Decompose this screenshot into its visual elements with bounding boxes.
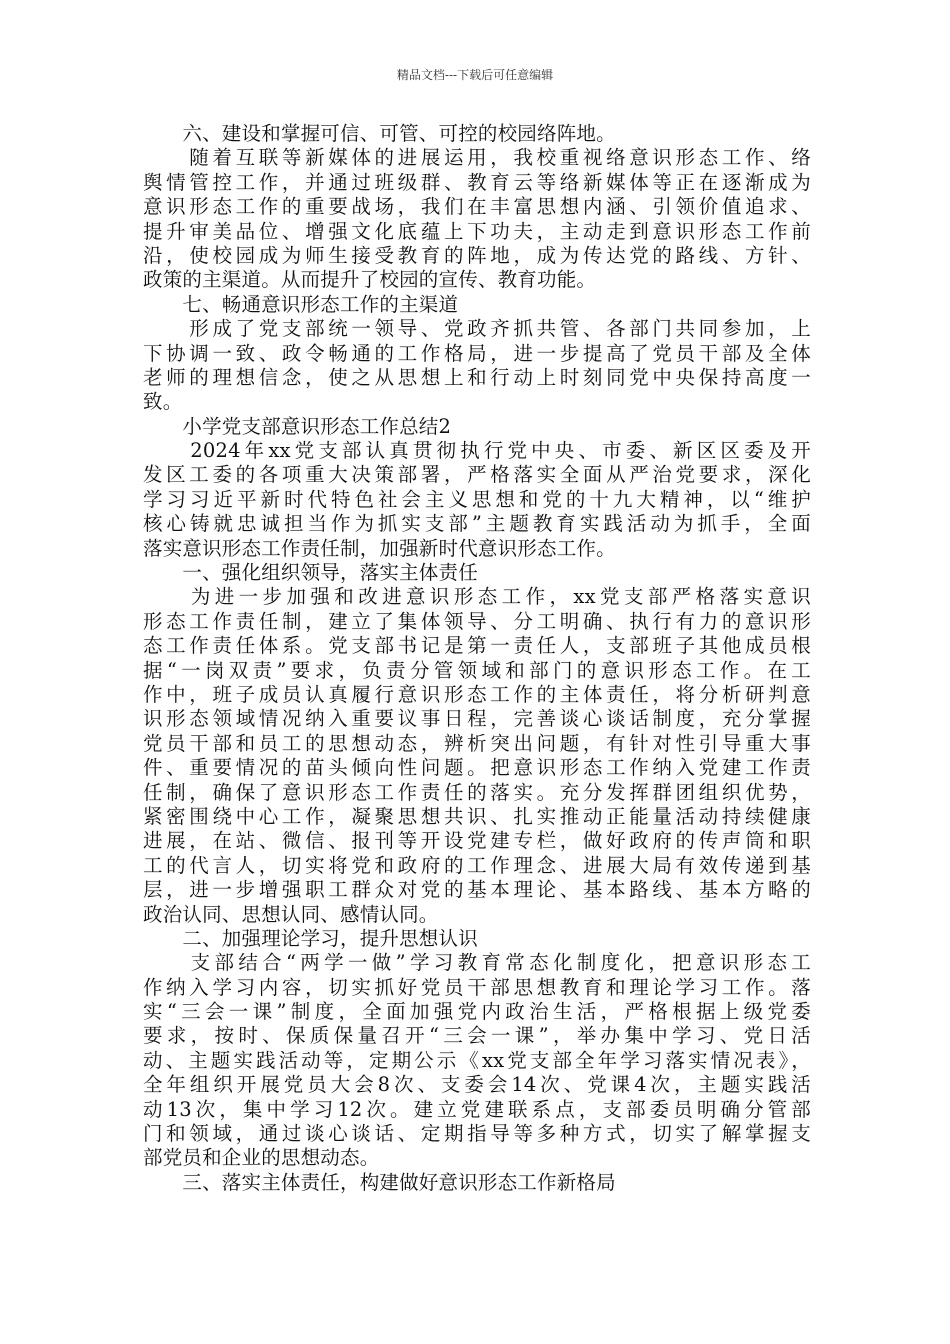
text-line: 件、重要情况的苗头倾向性问题。把意识形态工作纳入党建工作责 xyxy=(143,756,811,780)
text-line: 下协调一致、政令畅通的工作格局，进一步提高了党员干部及全体 xyxy=(143,341,811,365)
text-line: 识形态领域情况纳入重要议事日程，完善谈心谈话制度，充分掌握 xyxy=(143,707,811,731)
text-line: 形成了党支部统一领导、党政齐抓共管、各部门共同参加，上 xyxy=(143,317,811,341)
section-heading: 三、落实主体责任，构建做好意识形态工作新格局 xyxy=(143,1170,616,1194)
text-line: 舆情管控工作，并通过班级群、教育云等络新媒体等正在逐渐成为 xyxy=(143,170,811,194)
text-line: 提升审美品位、增强文化底蕴上下功夫，主动走到意识形态工作前 xyxy=(143,219,811,243)
document-body xyxy=(143,122,811,1195)
text-line: 据“一岗双责”要求，负责分管领域和部门的意识形态工作。在工 xyxy=(143,658,811,682)
text-line: 致。 xyxy=(143,390,183,414)
text-line: 紧密围绕中心工作，凝聚思想共识、扎实推动正能量活动持续健康 xyxy=(143,804,811,828)
text-line: 作中，班子成员认真履行意识形态工作的主体责任，将分析研判意 xyxy=(143,682,811,706)
text-line: 落实意识形态工作责任制，加强新时代意识形态工作。 xyxy=(143,536,616,560)
text-line: 全年组织开展党员大会8次、支委会14次、党课4次，主题实践活 xyxy=(143,1073,811,1097)
text-line: 随着互联等新媒体的进展运用，我校重视络意识形态工作、络 xyxy=(143,146,811,170)
text-line: 支部结合“两学一做”学习教育常态化制度化，把意识形态工 xyxy=(143,951,811,975)
text-line: 作纳入学习内容，切实抓好党员干部思想教育和理论学习工作。落 xyxy=(143,975,811,999)
text-line: 动13次，集中学习12次。建立党建联系点，支部委员明确分管部 xyxy=(143,1097,811,1121)
text-line: 态工作责任体系。党支部书记是第一责任人，支部班子其他成员根 xyxy=(143,634,811,658)
text-line: 沿，使校园成为师生接受教育的阵地，成为传达党的路线、方针、 xyxy=(143,243,811,267)
text-line: 政治认同、思想认同、感情认同。 xyxy=(143,902,439,926)
text-line: 层，进一步增强职工群众对党的基本理论、基本路线、基本方略的 xyxy=(143,878,811,902)
page-header: 精品文档---下载后可任意编辑 xyxy=(396,68,554,82)
text-line: 学习习近平新时代特色社会主义思想和党的十九大精神，以“维护 xyxy=(143,487,811,511)
text-line: 核心铸就忠诚担当作为抓实支部”主题教育实践活动为抓手，全面 xyxy=(143,512,811,536)
section-heading: 二、加强理论学习，提升思想认识 xyxy=(143,926,478,950)
text-line: 工的代言人，切实将党和政府的工作理念、进展大局有效传递到基 xyxy=(143,853,811,877)
text-line: 六、建设和掌握可信、可管、可控的校园络阵地。 xyxy=(143,122,616,145)
text-line: 门和领域，通过谈心谈话、定期指导等多种方式，切实了解掌握支 xyxy=(143,1122,811,1146)
text-line: 老师的理想信念，使之从思想上和行动上时刻同党中央保持高度一 xyxy=(143,365,811,389)
text-line: 发区工委的各项重大决策部署，严格落实全面从严治党要求，深化 xyxy=(143,463,811,487)
text-line: 实“三会一课”制度，全面加强党内政治生活，严格根据上级党委 xyxy=(143,1000,811,1024)
section-heading: 一、强化组织领导，落实主体责任 xyxy=(143,561,478,585)
text-line: 进展，在站、微信、报刊等开设党建专栏，做好政府的传声筒和职 xyxy=(143,829,811,853)
text-line: 任制，确保了意识形态工作责任的落实。充分发挥群团组织优势， xyxy=(143,780,811,804)
text-line: 意识形态工作的重要战场，我们在丰富思想内涵、引领价值追求、 xyxy=(143,195,811,219)
document-title: 小学党支部意识形态工作总结2 xyxy=(143,414,452,438)
text-line: 部党员和企业的思想动态。 xyxy=(143,1146,380,1170)
text-line: 动、主题实践活动等，定期公示《xx党支部全年学习落实情况表》， xyxy=(143,1048,811,1072)
text-line: 为进一步加强和改进意识形态工作，xx党支部严格落实意识 xyxy=(143,585,811,609)
text-line: 要求，按时、保质保量召开“三会一课”，举办集中学习、党日活 xyxy=(143,1024,811,1048)
section-heading: 七、畅通意识形态工作的主渠道 xyxy=(143,292,459,316)
text-line: 政策的主渠道。从而提升了校园的宣传、教育功能。 xyxy=(143,268,597,292)
text-line: 形态工作责任制，建立了集体领导、分工明确、执行有力的意识形 xyxy=(143,609,811,633)
text-line: 2024年xx党支部认真贯彻执行党中央、市委、新区区委及开 xyxy=(143,439,811,463)
text-line: 党员干部和员工的思想动态，辨析突出问题，有针对性引导重大事 xyxy=(143,731,811,755)
